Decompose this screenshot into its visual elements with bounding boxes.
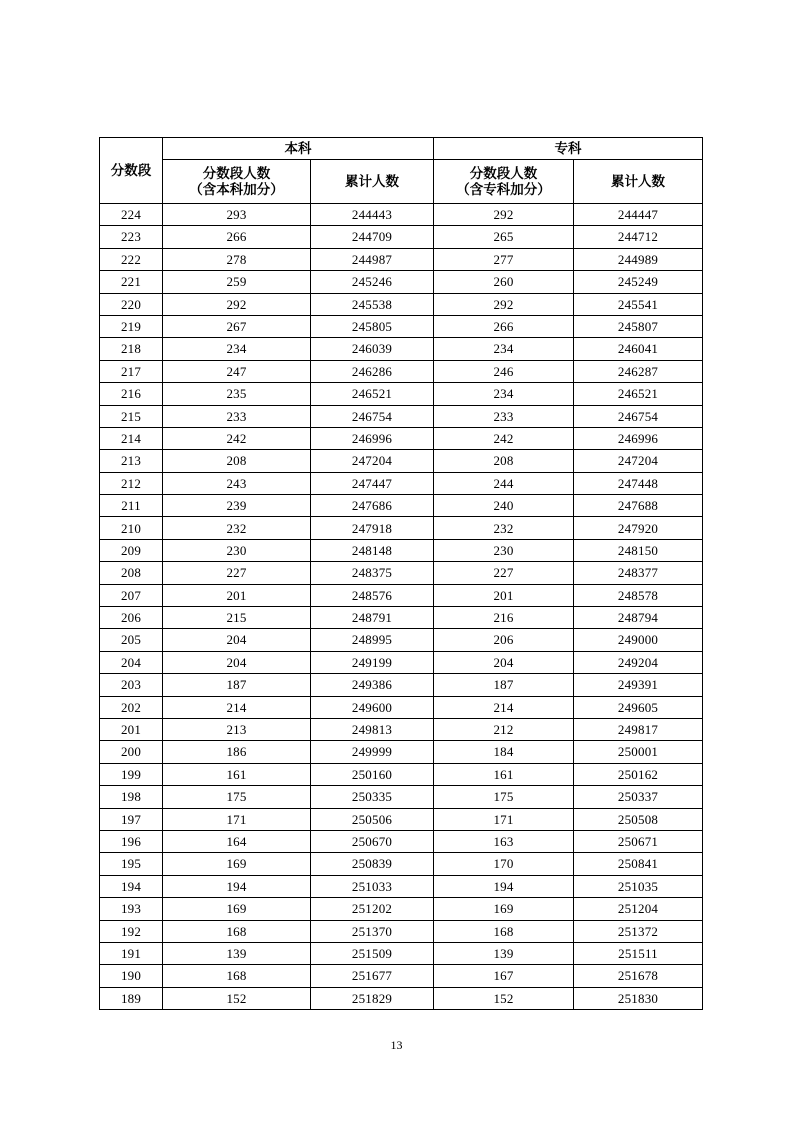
- cell-zk-segment-count: 163: [434, 830, 574, 852]
- cell-bk-segment-count: 242: [163, 427, 311, 449]
- cell-zk-cumulative: 251511: [574, 942, 703, 964]
- cell-zk-segment-count: 265: [434, 226, 574, 248]
- cell-bk-cumulative: 245805: [311, 315, 434, 337]
- cell-bk-segment-count: 243: [163, 472, 311, 494]
- table-row: [100, 786, 703, 808]
- cell-zk-segment-count: 194: [434, 875, 574, 897]
- cell-zk-segment-count: 246: [434, 360, 574, 382]
- table-header: [100, 138, 703, 204]
- cell-bk-cumulative: 244709: [311, 226, 434, 248]
- cell-bk-cumulative: 247918: [311, 517, 434, 539]
- cell-zk-cumulative: 244989: [574, 248, 703, 270]
- zk-segment-count-line2: （含专科加分）: [456, 181, 551, 197]
- cell-bk-segment-count: 194: [163, 875, 311, 897]
- cell-zk-cumulative: 250671: [574, 830, 703, 852]
- cell-bk-segment-count: 293: [163, 204, 311, 226]
- cell-score-segment: 210: [100, 517, 163, 539]
- cell-bk-cumulative: 244443: [311, 204, 434, 226]
- cell-bk-cumulative: 250670: [311, 830, 434, 852]
- table-row: [100, 808, 703, 830]
- cell-zk-segment-count: 171: [434, 808, 574, 830]
- cell-bk-cumulative: 251033: [311, 875, 434, 897]
- cell-bk-cumulative: 244987: [311, 248, 434, 270]
- cell-zk-cumulative: 244712: [574, 226, 703, 248]
- cell-zk-segment-count: 204: [434, 651, 574, 673]
- cell-score-segment: 197: [100, 808, 163, 830]
- table-row: [100, 271, 703, 293]
- cell-bk-segment-count: 227: [163, 562, 311, 584]
- cell-bk-segment-count: 233: [163, 405, 311, 427]
- cell-zk-cumulative: 250508: [574, 808, 703, 830]
- column-header-zk-cumulative: 累计人数: [574, 160, 703, 204]
- cell-bk-segment-count: 215: [163, 607, 311, 629]
- cell-zk-cumulative: 250001: [574, 741, 703, 763]
- table-row: [100, 293, 703, 315]
- cell-zk-cumulative: 249204: [574, 651, 703, 673]
- cell-score-segment: 193: [100, 898, 163, 920]
- cell-score-segment: 195: [100, 853, 163, 875]
- cell-bk-segment-count: 259: [163, 271, 311, 293]
- cell-zk-cumulative: 247920: [574, 517, 703, 539]
- cell-bk-cumulative: 249999: [311, 741, 434, 763]
- table-sub-header-row: [100, 160, 703, 204]
- cell-score-segment: 211: [100, 495, 163, 517]
- cell-score-segment: 205: [100, 629, 163, 651]
- cell-zk-segment-count: 187: [434, 674, 574, 696]
- table-row: [100, 920, 703, 942]
- cell-bk-segment-count: 208: [163, 450, 311, 472]
- cell-zk-cumulative: 246996: [574, 427, 703, 449]
- cell-zk-segment-count: 139: [434, 942, 574, 964]
- cell-zk-segment-count: 167: [434, 965, 574, 987]
- cell-bk-cumulative: 250335: [311, 786, 434, 808]
- table-row: [100, 360, 703, 382]
- cell-score-segment: 204: [100, 651, 163, 673]
- cell-bk-segment-count: 168: [163, 920, 311, 942]
- cell-score-segment: 223: [100, 226, 163, 248]
- cell-score-segment: 207: [100, 584, 163, 606]
- cell-bk-cumulative: 248375: [311, 562, 434, 584]
- table-body: [100, 204, 703, 1010]
- cell-score-segment: 198: [100, 786, 163, 808]
- table-row: [100, 651, 703, 673]
- cell-score-segment: 206: [100, 607, 163, 629]
- cell-zk-segment-count: 277: [434, 248, 574, 270]
- cell-zk-segment-count: 292: [434, 204, 574, 226]
- table-row: [100, 629, 703, 651]
- cell-zk-segment-count: 170: [434, 853, 574, 875]
- cell-zk-cumulative: 251035: [574, 875, 703, 897]
- cell-score-segment: 199: [100, 763, 163, 785]
- cell-bk-segment-count: 164: [163, 830, 311, 852]
- cell-zk-cumulative: 251830: [574, 987, 703, 1009]
- cell-zk-segment-count: 212: [434, 718, 574, 740]
- table-row: [100, 495, 703, 517]
- table-row: [100, 427, 703, 449]
- cell-bk-cumulative: 246286: [311, 360, 434, 382]
- cell-zk-segment-count: 152: [434, 987, 574, 1009]
- cell-zk-segment-count: 175: [434, 786, 574, 808]
- cell-bk-segment-count: 168: [163, 965, 311, 987]
- table-row: [100, 539, 703, 561]
- cell-score-segment: 224: [100, 204, 163, 226]
- cell-score-segment: 191: [100, 942, 163, 964]
- table-row: [100, 383, 703, 405]
- cell-bk-segment-count: 230: [163, 539, 311, 561]
- cell-zk-cumulative: 247204: [574, 450, 703, 472]
- cell-bk-cumulative: 249386: [311, 674, 434, 696]
- cell-zk-cumulative: 245249: [574, 271, 703, 293]
- column-header-zk-segment-count: [434, 160, 574, 204]
- cell-zk-cumulative: 248150: [574, 539, 703, 561]
- table-row: [100, 965, 703, 987]
- cell-zk-segment-count: 233: [434, 405, 574, 427]
- bk-segment-count-line2: （含本科加分）: [189, 181, 284, 197]
- table-row: [100, 248, 703, 270]
- cell-zk-cumulative: 246754: [574, 405, 703, 427]
- cell-bk-segment-count: 235: [163, 383, 311, 405]
- cell-zk-cumulative: 246521: [574, 383, 703, 405]
- cell-zk-cumulative: 250841: [574, 853, 703, 875]
- cell-bk-segment-count: 204: [163, 651, 311, 673]
- cell-bk-segment-count: 204: [163, 629, 311, 651]
- cell-bk-cumulative: 251370: [311, 920, 434, 942]
- bk-segment-count-line1: 分数段人数: [202, 165, 271, 181]
- cell-score-segment: 192: [100, 920, 163, 942]
- cell-bk-cumulative: 248148: [311, 539, 434, 561]
- table-group-header-row: [100, 138, 703, 160]
- cell-zk-cumulative: 251204: [574, 898, 703, 920]
- table-row: [100, 584, 703, 606]
- cell-bk-segment-count: 161: [163, 763, 311, 785]
- cell-zk-segment-count: 168: [434, 920, 574, 942]
- cell-zk-cumulative: 249605: [574, 696, 703, 718]
- cell-score-segment: 194: [100, 875, 163, 897]
- column-header-bk-cumulative: 累计人数: [311, 160, 434, 204]
- cell-bk-segment-count: 278: [163, 248, 311, 270]
- cell-bk-segment-count: 292: [163, 293, 311, 315]
- cell-zk-cumulative: 249817: [574, 718, 703, 740]
- cell-zk-segment-count: 240: [434, 495, 574, 517]
- table-row: [100, 562, 703, 584]
- cell-score-segment: 190: [100, 965, 163, 987]
- cell-bk-segment-count: 175: [163, 786, 311, 808]
- cell-zk-segment-count: 214: [434, 696, 574, 718]
- cell-bk-cumulative: 251829: [311, 987, 434, 1009]
- cell-bk-cumulative: 248995: [311, 629, 434, 651]
- table-row: [100, 226, 703, 248]
- table-row: [100, 204, 703, 226]
- cell-score-segment: 221: [100, 271, 163, 293]
- cell-bk-segment-count: 267: [163, 315, 311, 337]
- table-row: [100, 741, 703, 763]
- cell-zk-segment-count: 216: [434, 607, 574, 629]
- cell-score-segment: 209: [100, 539, 163, 561]
- cell-zk-cumulative: 247688: [574, 495, 703, 517]
- cell-score-segment: 201: [100, 718, 163, 740]
- cell-bk-segment-count: 152: [163, 987, 311, 1009]
- cell-zk-cumulative: 244447: [574, 204, 703, 226]
- cell-zk-cumulative: 251678: [574, 965, 703, 987]
- cell-zk-cumulative: 246041: [574, 338, 703, 360]
- cell-zk-segment-count: 230: [434, 539, 574, 561]
- cell-zk-segment-count: 201: [434, 584, 574, 606]
- table-row: [100, 405, 703, 427]
- cell-bk-cumulative: 250839: [311, 853, 434, 875]
- cell-score-segment: 217: [100, 360, 163, 382]
- cell-score-segment: 200: [100, 741, 163, 763]
- cell-zk-segment-count: 184: [434, 741, 574, 763]
- cell-score-segment: 213: [100, 450, 163, 472]
- score-distribution-table: [99, 137, 703, 1010]
- table-row: [100, 696, 703, 718]
- zk-segment-count-line1: 分数段人数: [469, 165, 538, 181]
- table-row: [100, 718, 703, 740]
- cell-zk-segment-count: 266: [434, 315, 574, 337]
- cell-zk-segment-count: 292: [434, 293, 574, 315]
- table-row: [100, 763, 703, 785]
- cell-bk-segment-count: 234: [163, 338, 311, 360]
- cell-zk-segment-count: 242: [434, 427, 574, 449]
- cell-bk-cumulative: 248576: [311, 584, 434, 606]
- cell-score-segment: 215: [100, 405, 163, 427]
- cell-zk-cumulative: 248578: [574, 584, 703, 606]
- cell-bk-cumulative: 250506: [311, 808, 434, 830]
- cell-bk-segment-count: 169: [163, 898, 311, 920]
- cell-bk-cumulative: 247447: [311, 472, 434, 494]
- cell-bk-cumulative: 250160: [311, 763, 434, 785]
- cell-bk-segment-count: 232: [163, 517, 311, 539]
- cell-zk-segment-count: 232: [434, 517, 574, 539]
- cell-zk-segment-count: 208: [434, 450, 574, 472]
- table-row: [100, 472, 703, 494]
- cell-zk-cumulative: 246287: [574, 360, 703, 382]
- cell-score-segment: 212: [100, 472, 163, 494]
- table-row: [100, 450, 703, 472]
- cell-bk-cumulative: 246521: [311, 383, 434, 405]
- cell-score-segment: 203: [100, 674, 163, 696]
- cell-zk-cumulative: 245541: [574, 293, 703, 315]
- cell-score-segment: 202: [100, 696, 163, 718]
- cell-zk-cumulative: 249000: [574, 629, 703, 651]
- cell-bk-cumulative: 251677: [311, 965, 434, 987]
- cell-zk-segment-count: 206: [434, 629, 574, 651]
- cell-score-segment: 216: [100, 383, 163, 405]
- cell-zk-cumulative: 248794: [574, 607, 703, 629]
- column-group-header-undergraduate: 本科: [163, 138, 434, 160]
- table-row: [100, 674, 703, 696]
- cell-bk-segment-count: 201: [163, 584, 311, 606]
- cell-zk-segment-count: 260: [434, 271, 574, 293]
- cell-zk-segment-count: 227: [434, 562, 574, 584]
- cell-bk-segment-count: 186: [163, 741, 311, 763]
- cell-zk-cumulative: 247448: [574, 472, 703, 494]
- cell-score-segment: 214: [100, 427, 163, 449]
- cell-zk-cumulative: 251372: [574, 920, 703, 942]
- cell-bk-cumulative: 247686: [311, 495, 434, 517]
- cell-bk-cumulative: 246039: [311, 338, 434, 360]
- cell-score-segment: 189: [100, 987, 163, 1009]
- cell-zk-cumulative: 250337: [574, 786, 703, 808]
- cell-bk-segment-count: 171: [163, 808, 311, 830]
- cell-bk-cumulative: 249813: [311, 718, 434, 740]
- cell-zk-segment-count: 244: [434, 472, 574, 494]
- cell-bk-segment-count: 247: [163, 360, 311, 382]
- column-header-bk-segment-count: [163, 160, 311, 204]
- cell-bk-cumulative: 245246: [311, 271, 434, 293]
- cell-score-segment: 196: [100, 830, 163, 852]
- cell-score-segment: 222: [100, 248, 163, 270]
- cell-zk-cumulative: 248377: [574, 562, 703, 584]
- column-group-header-vocational: 专科: [434, 138, 703, 160]
- cell-score-segment: 218: [100, 338, 163, 360]
- cell-zk-cumulative: 249391: [574, 674, 703, 696]
- cell-bk-segment-count: 139: [163, 942, 311, 964]
- cell-score-segment: 208: [100, 562, 163, 584]
- cell-score-segment: 220: [100, 293, 163, 315]
- table-row: [100, 987, 703, 1009]
- cell-bk-segment-count: 214: [163, 696, 311, 718]
- table-row: [100, 942, 703, 964]
- cell-bk-segment-count: 239: [163, 495, 311, 517]
- cell-zk-segment-count: 161: [434, 763, 574, 785]
- cell-bk-cumulative: 249600: [311, 696, 434, 718]
- cell-bk-cumulative: 248791: [311, 607, 434, 629]
- table-row: [100, 898, 703, 920]
- table-row: [100, 830, 703, 852]
- table-row: [100, 875, 703, 897]
- cell-zk-segment-count: 234: [434, 383, 574, 405]
- cell-bk-cumulative: 247204: [311, 450, 434, 472]
- cell-bk-segment-count: 187: [163, 674, 311, 696]
- cell-bk-cumulative: 251509: [311, 942, 434, 964]
- column-header-score-segment: 分数段: [100, 138, 163, 204]
- cell-bk-cumulative: 246996: [311, 427, 434, 449]
- cell-bk-segment-count: 169: [163, 853, 311, 875]
- table-row: [100, 853, 703, 875]
- cell-bk-cumulative: 245538: [311, 293, 434, 315]
- cell-zk-segment-count: 169: [434, 898, 574, 920]
- cell-zk-cumulative: 250162: [574, 763, 703, 785]
- cell-bk-cumulative: 249199: [311, 651, 434, 673]
- cell-zk-cumulative: 245807: [574, 315, 703, 337]
- table-row: [100, 517, 703, 539]
- cell-bk-cumulative: 251202: [311, 898, 434, 920]
- cell-bk-segment-count: 266: [163, 226, 311, 248]
- table-row: [100, 607, 703, 629]
- cell-zk-segment-count: 234: [434, 338, 574, 360]
- cell-score-segment: 219: [100, 315, 163, 337]
- table-row: [100, 315, 703, 337]
- cell-bk-segment-count: 213: [163, 718, 311, 740]
- page-number: 13: [390, 1038, 403, 1052]
- table-row: [100, 338, 703, 360]
- cell-bk-cumulative: 246754: [311, 405, 434, 427]
